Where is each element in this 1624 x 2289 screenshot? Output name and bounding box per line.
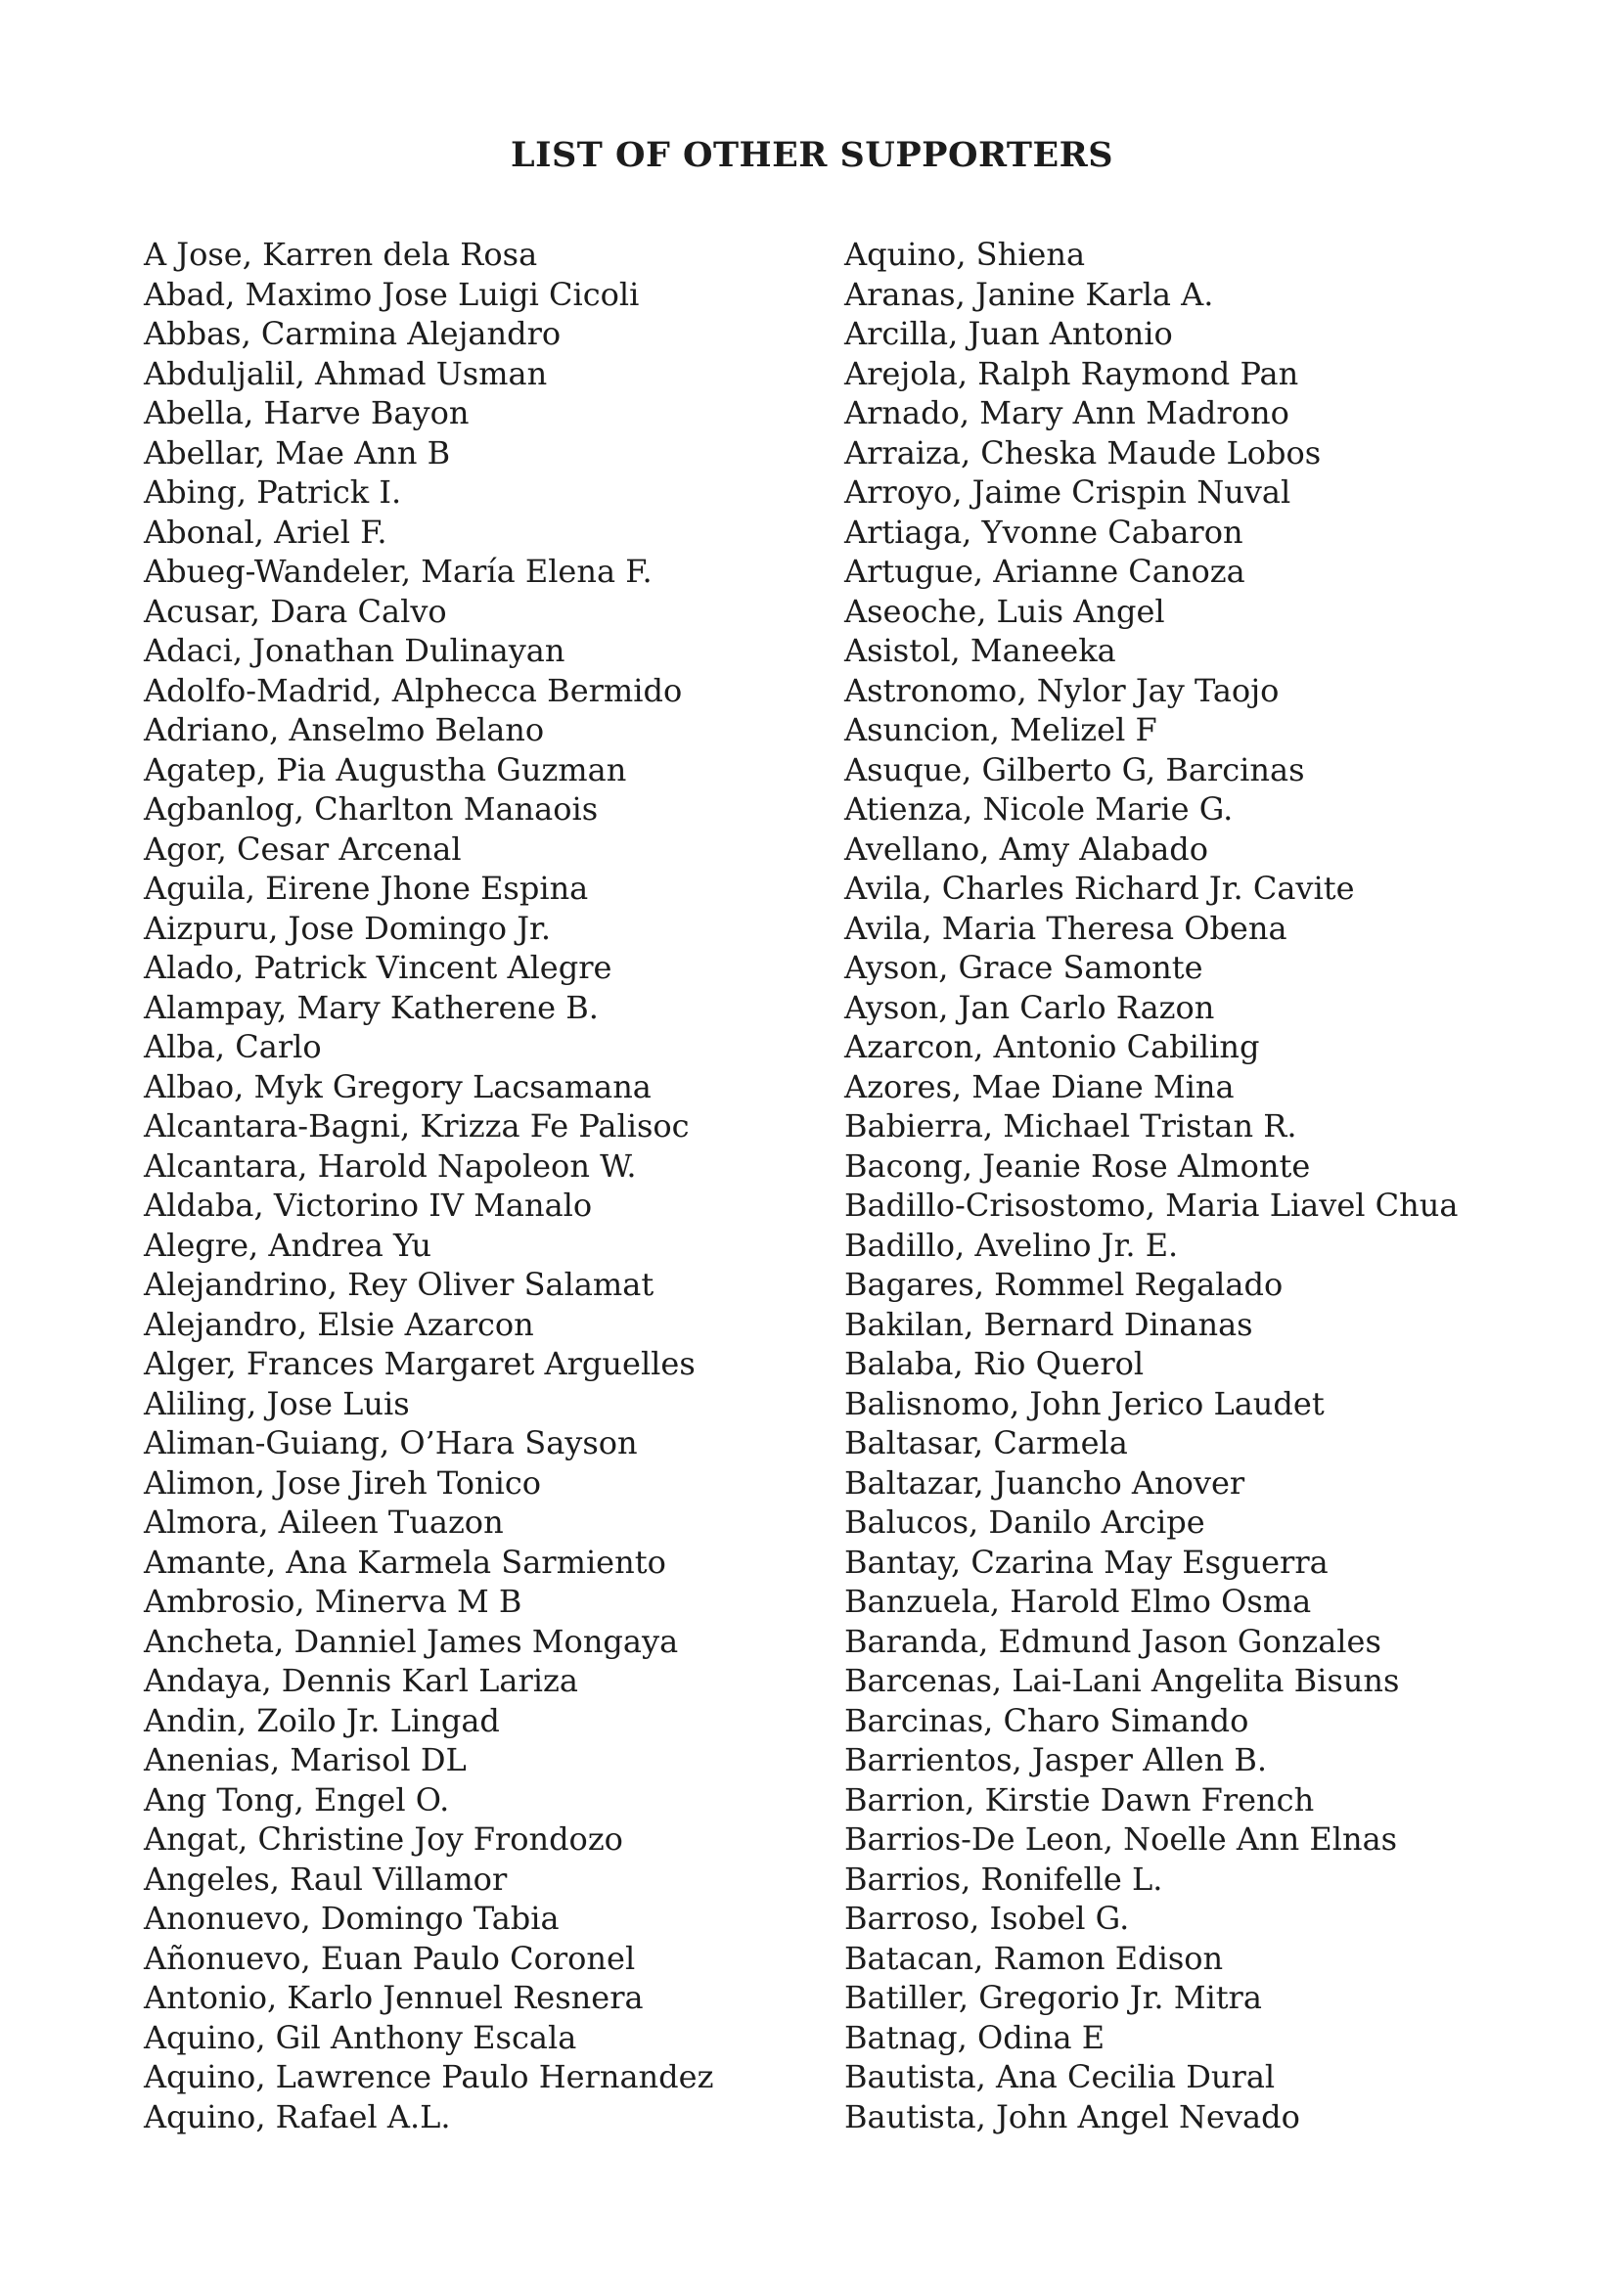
supporter-name: Aquino, Shiena	[844, 236, 1086, 273]
supporter-name: Batnag, Odina E	[844, 2018, 1105, 2056]
supporter-name: Alejandro, Elsie Azarcon	[144, 1305, 534, 1343]
supporter-name: Abbas, Carmina Alejandro	[144, 315, 562, 352]
supporter-name: Azarcon, Antonio Cabiling	[844, 1028, 1260, 1065]
supporter-name: Ayson, Jan Carlo Razon	[844, 988, 1215, 1026]
supporter-name: Amante, Ana Karmela Sarmiento	[144, 1543, 666, 1581]
supporter-name: Abueg-Wandeler, María Elena F.	[144, 553, 653, 590]
supporter-name: Adriano, Anselmo Belano	[144, 711, 545, 748]
supporter-name: Asistol, Maneeka	[844, 632, 1116, 669]
supporter-name: Barrientos, Jasper Allen B.	[844, 1741, 1268, 1778]
supporter-name: Agbanlog, Charlton Manaois	[144, 790, 599, 828]
supporter-name: Abing, Patrick I.	[144, 473, 402, 511]
supporter-name: Agor, Cesar Arcenal	[144, 830, 462, 868]
supporter-name: Aliling, Jose Luis	[144, 1384, 410, 1422]
supporter-name: Ayson, Grace Samonte	[844, 949, 1203, 986]
supporter-name: Barroso, Isobel G.	[844, 1900, 1130, 1937]
supporter-name: Batiller, Gregorio Jr. Mitra	[844, 1979, 1262, 2016]
supporter-name: Alejandrino, Rey Oliver Salamat	[144, 1266, 654, 1303]
supporter-name: Barcinas, Charo Simando	[844, 1701, 1249, 1739]
supporter-name: Atienza, Nicole Marie G.	[844, 790, 1234, 828]
supporter-name: Bacong, Jeanie Rose Almonte	[844, 1146, 1311, 1185]
supporter-name: Badillo-Crisostomo, Maria Liavel Chua	[844, 1187, 1459, 1224]
supporter-name: Bakilan, Bernard Dinanas	[844, 1305, 1253, 1343]
supporter-name: Aquino, Gil Anthony Escala	[144, 2018, 577, 2056]
supporter-name: Azores, Mae Diane Mina	[844, 1067, 1235, 1105]
supporter-name: Artiaga, Yvonne Cabaron	[844, 513, 1243, 551]
supporter-columns	[0, 235, 1624, 2136]
supporter-name: Andin, Zoilo Jr. Lingad	[144, 1701, 500, 1739]
supporter-name: Artugue, Arianne Canoza	[844, 553, 1245, 590]
supporter-name: Abellar, Mae Ann B	[144, 433, 451, 471]
supporter-name: Ambrosio, Minerva M B	[144, 1583, 522, 1620]
supporter-name: Aranas, Janine Karla A.	[844, 275, 1214, 313]
supporter-name: Balisnomo, John Jerico Laudet	[844, 1384, 1325, 1422]
supporter-name: Acusar, Dara Calvo	[144, 592, 447, 630]
supporter-name: Abduljalil, Ahmad Usman	[144, 354, 548, 392]
supporter-name: Asuque, Gilberto G, Barcinas	[844, 750, 1305, 788]
page-title: LIST OF OTHER SUPPORTERS	[510, 135, 1114, 175]
supporter-name: Angeles, Raul Villamor	[144, 1860, 508, 1898]
supporter-name: Adolfo-Madrid, Alphecca Bermido	[144, 671, 683, 709]
supporter-name: Avila, Maria Theresa Obena	[844, 909, 1287, 947]
supporter-name: Alegre, Andrea Yu	[144, 1226, 431, 1264]
supporter-name: Aquino, Rafael A.L.	[144, 2097, 451, 2135]
supporter-name: Bagares, Rommel Regalado	[844, 1266, 1284, 1303]
supporter-name: Antonio, Karlo Jennuel Resnera	[144, 1979, 644, 2016]
supporter-name: Alcantara-Bagni, Krizza Fe Palisoc	[144, 1107, 690, 1144]
supporter-name: Alcantara, Harold Napoleon W.	[144, 1146, 637, 1185]
supporter-name: Arroyo, Jaime Crispin Nuval	[844, 473, 1291, 511]
supporter-name: Almora, Aileen Tuazon	[144, 1504, 504, 1541]
supporter-name: Baranda, Edmund Jason Gonzales	[844, 1622, 1381, 1660]
supporter-name: Bautista, John Angel Nevado	[844, 2097, 1300, 2135]
supporter-name: Agatep, Pia Augustha Guzman	[144, 750, 627, 788]
supporter-column-left	[144, 235, 844, 2136]
supporter-name: Ang Tong, Engel O.	[144, 1780, 450, 1818]
supporter-name: Alado, Patrick Vincent Alegre	[144, 949, 612, 986]
supporter-name: Abonal, Ariel F.	[144, 513, 387, 551]
supporter-name: Batacan, Ramon Edison	[844, 1939, 1224, 1977]
supporter-name: Badillo, Avelino Jr. E.	[844, 1226, 1179, 1264]
supporter-name: Angat, Christine Joy Frondozo	[144, 1820, 623, 1858]
supporter-name: Balucos, Danilo Arcipe	[844, 1504, 1205, 1541]
supporter-name: Andaya, Dennis Karl Lariza	[144, 1662, 578, 1699]
supporter-name: Aliman-Guiang, O’Hara Sayson	[144, 1424, 638, 1461]
supporter-name: Banzuela, Harold Elmo Osma	[844, 1583, 1312, 1620]
supporter-name: Arejola, Ralph Raymond Pan	[844, 354, 1299, 392]
supporter-name: Ancheta, Danniel James Mongaya	[144, 1622, 679, 1660]
supporter-name: Arnado, Mary Ann Madrono	[844, 394, 1289, 431]
supporter-name: Aquino, Lawrence Paulo Hernandez	[144, 2058, 714, 2095]
supporter-name: Abad, Maximo Jose Luigi Cicoli	[144, 275, 640, 313]
supporter-name: Balaba, Rio Querol	[844, 1345, 1145, 1382]
supporter-name: Barrios-De Leon, Noelle Ann Elnas	[844, 1820, 1398, 1858]
supporter-name: Abella, Harve Bayon	[144, 394, 470, 431]
supporter-name: Añonuevo, Euan Paulo Coronel	[144, 1939, 636, 1977]
supporter-name: Baltasar, Carmela	[844, 1424, 1128, 1461]
supporter-name: Alampay, Mary Katherene B.	[144, 988, 599, 1026]
supporter-name: Adaci, Jonathan Dulinayan	[144, 632, 565, 669]
supporter-name: Babierra, Michael Tristan R.	[844, 1107, 1297, 1144]
supporter-name: Arcilla, Juan Antonio	[844, 315, 1173, 352]
supporter-name: Barcenas, Lai-Lani Angelita Bisuns	[844, 1662, 1400, 1699]
supporter-name: Aldaba, Victorino IV Manalo	[144, 1187, 593, 1224]
supporter-name: Aizpuru, Jose Domingo Jr.	[144, 909, 551, 947]
supporter-name: Astronomo, Nylor Jay Taojo	[844, 671, 1280, 709]
supporter-name: Bantay, Czarina May Esguerra	[844, 1543, 1329, 1581]
supporter-name: Anonuevo, Domingo Tabia	[144, 1900, 560, 1937]
supporter-name: Alba, Carlo	[144, 1028, 322, 1065]
supporter-name: Barrios, Ronifelle L.	[844, 1860, 1163, 1898]
supporter-name: Arraiza, Cheska Maude Lobos	[844, 433, 1322, 471]
supporter-name: Aguila, Eirene Jhone Espina	[144, 870, 589, 907]
supporter-name: Albao, Myk Gregory Lacsamana	[144, 1067, 652, 1105]
supporter-name: Alimon, Jose Jireh Tonico	[144, 1463, 541, 1502]
supporter-name: Avila, Charles Richard Jr. Cavite	[844, 870, 1355, 907]
supporter-name: Asuncion, Melizel F	[844, 711, 1157, 748]
supporter-name: Anenias, Marisol DL	[144, 1741, 467, 1778]
supporter-name: Avellano, Amy Alabado	[844, 830, 1209, 868]
supporter-name: Baltazar, Juancho Anover	[844, 1463, 1245, 1502]
supporter-name: Aseoche, Luis Angel	[844, 592, 1165, 630]
supporter-column-right	[844, 235, 1507, 2136]
supporter-name: Alger, Frances Margaret Arguelles	[144, 1345, 696, 1382]
supporter-name: Barrion, Kirstie Dawn French	[844, 1780, 1315, 1818]
supporter-name: A Jose, Karren dela Rosa	[144, 236, 538, 273]
supporter-name: Bautista, Ana Cecilia Dural	[844, 2058, 1276, 2095]
